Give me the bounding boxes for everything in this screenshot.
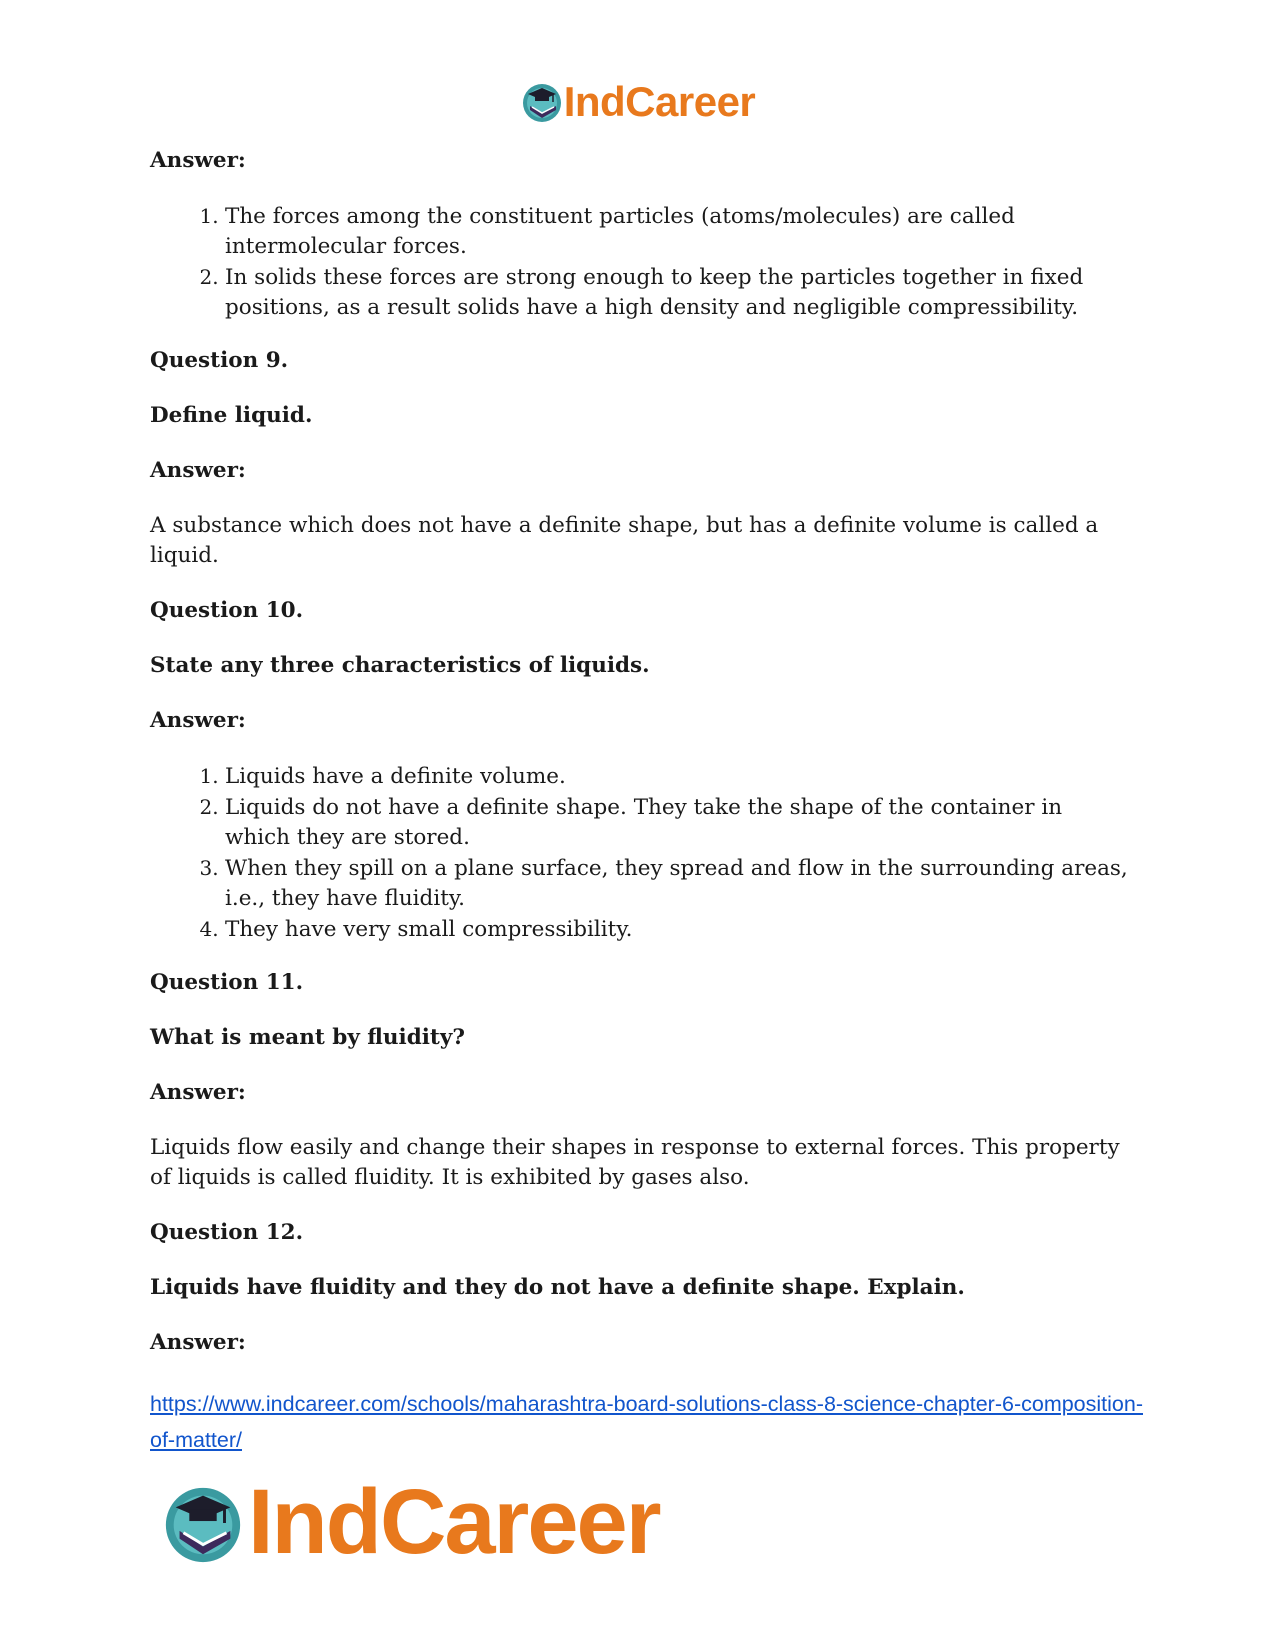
question-text: Liquids have fluidity and they do not have a definite shape. Explain. [150, 1275, 965, 1300]
list-item: 2. In solids these forces are strong enough to keep the particles together in fixed positions, as a result solids have a high density and negligible compressibility. [225, 262, 1130, 323]
list-item: 4. They have very small compressibility. [225, 914, 1130, 945]
list-item: 3. When they spill on a plane surface, they spread and flow in the surrounding areas, i.e., they have fluidity. [225, 853, 1130, 914]
graduation-cap-globe-icon [160, 1480, 246, 1566]
answer-label: Answer: [150, 708, 246, 733]
indcareer-logo-large [160, 1470, 660, 1575]
question-number: Question 9. [150, 348, 289, 373]
question-text: State any three characteristics of liquids. [150, 653, 650, 678]
numbered-list [150, 761, 1130, 945]
document-body [150, 146, 1130, 1383]
answer-label: Answer: [150, 148, 246, 173]
list-item: 2. Liquids do not have a definite shape. They take the shape of the container in which they are stored. [225, 792, 1130, 853]
answer-label: Answer: [150, 1330, 246, 1355]
graduation-cap-globe-icon [520, 80, 564, 124]
source-link[interactable]: https://www.indcareer.com/schools/maharashtra-board-solutions-class-8-science-chapter-6-composition-of-matter/ [150, 1392, 1143, 1452]
answer-text: A substance which does not have a definite shape, but has a definite volume is called a liquid. [150, 513, 1099, 568]
question-number: Question 10. [150, 598, 304, 623]
question-number: Question 12. [150, 1220, 304, 1245]
logo-text-large: IndCareer [248, 1471, 660, 1573]
footer-logo [160, 1470, 660, 1575]
logo-text: IndCareer [563, 78, 756, 125]
answer-label: Answer: [150, 1080, 246, 1105]
question-number: Question 11. [150, 970, 304, 995]
list-item: 1. The forces among the constituent particles (atoms/molecules) are called intermolecular forces. [225, 201, 1130, 262]
question-text: What is meant by fluidity? [150, 1025, 465, 1050]
list-item: 1. Liquids have a definite volume. [225, 761, 1130, 792]
answer-text: Liquids flow easily and change their shapes in response to external forces. This property of liquids is called fluidity. It is exhibited by gases also. [150, 1135, 1120, 1190]
question-text: Define liquid. [150, 403, 313, 428]
indcareer-logo [520, 78, 756, 126]
header-logo [0, 78, 1275, 126]
numbered-list [150, 201, 1130, 323]
answer-label: Answer: [150, 458, 246, 483]
